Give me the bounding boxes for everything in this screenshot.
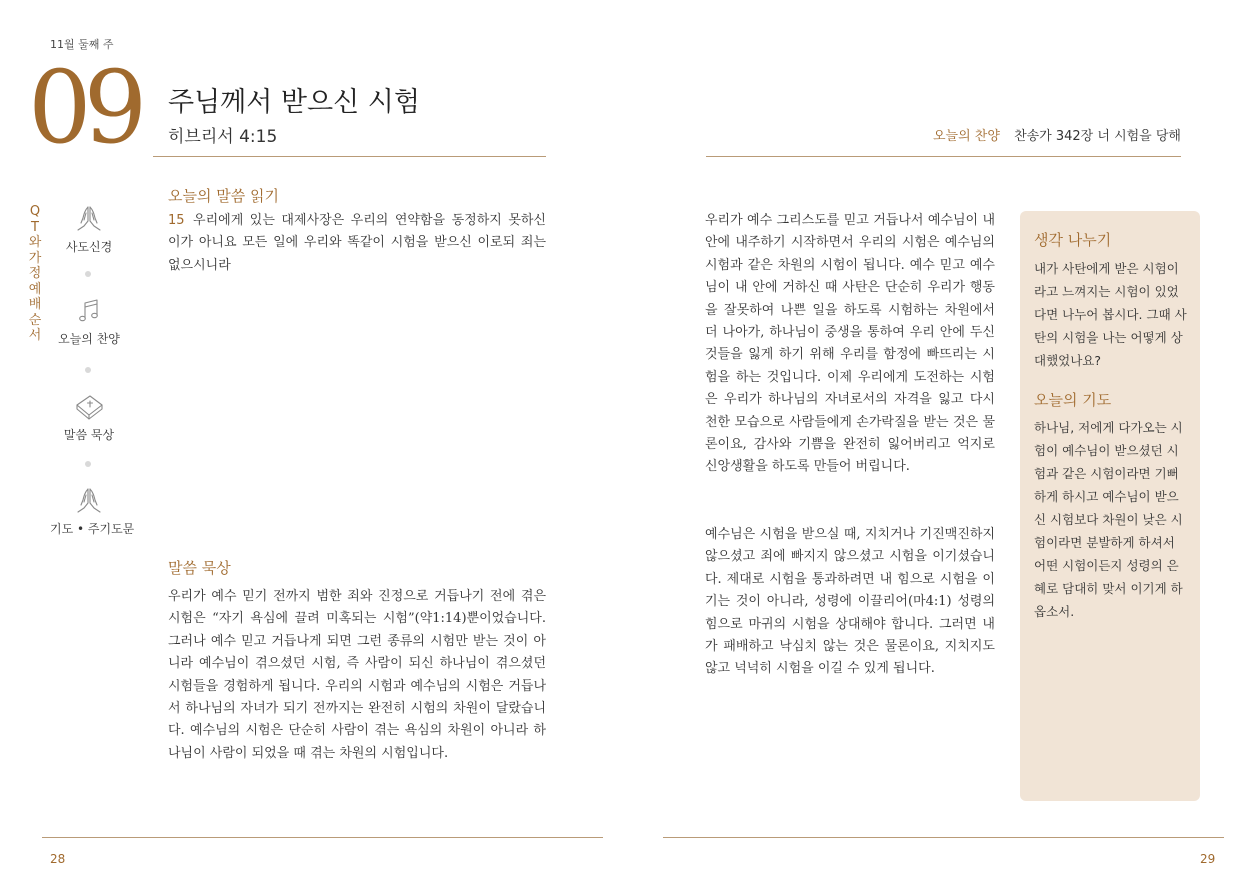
bible-icon [73,392,105,422]
step-todays-hymn [50,296,128,347]
prayer-text: 하나님, 저에게 다가오는 시험이 예수님이 받으셨던 시험과 같은 시험이라면 기뻐하게 하시고 예수님이 받으신 시험보다 차원이 낮은 시험이라면 분발하게 하셔서 어떤 시험이든지 성령의 은혜로 담대히 맞서 이기게 하옵소서. [1034,420,1183,619]
meditation-paragraph: 우리가 예수 그리스도를 믿고 거듭나서 예수님이 내 안에 내주하기 시작하면서 우리의 시험은 예수님의 시험과 같은 차원의 시험이 됩니다. 예수 믿고 예수님이 내 안에 거하신 때 사탄은 단순히 우리가 행동을 잘못하여 나쁜 일을 하도록 시험하는 차원에서 더 나아가, 하나님이 중생을 통하여 우리 안에 두신 것들을 잃게 하기 위해 우리를 함정에 빠뜨리는 시험을 하는 것입니다. 이제 우리에게 도전하는 시험은 우리가 하나님의 자녀로서의 자격을 잃고 다시 천한 모습으로 사람들에게 손가락질을 받는 것은 물론이요, 감사와 기쁨을 완전히 잃어버리고 억지로 신앙생활을 하도록 만들어 버립니다. [705,213,995,475]
hymn-title: 찬송가 342장 너 시험을 당해 [1014,129,1181,144]
verse-text: 우리에게 있는 대제사장은 우리의 연약함을 동정하지 못하신 이가 아니요 모든 일에 우리와 똑같이 시험을 받으신 이로되 죄는 없으시니라 [168,213,546,273]
meditation-heading: 말씀 묵상 [168,559,231,577]
reading-passage [168,210,546,277]
reading-heading: 오늘의 말씀 읽기 [168,187,279,205]
praying-hands-icon [74,204,104,234]
divider [42,837,603,838]
hymn-label: 오늘의 찬양 [932,129,1000,144]
step-label: 말씀 묵상 [63,428,115,442]
share-question: 내가 사탄에게 받은 시험이라고 느껴지는 시험이 있었다면 나누어 봅시다. 그때 사탄의 시험을 나는 어떻게 상대했었나요? [1034,261,1187,368]
share-heading: 생각 나누기 [1034,231,1112,249]
hymn-line [933,125,1181,144]
day-number: 09 [28,49,140,166]
step-separator-dot [85,367,91,373]
step-separator-dot [85,271,91,277]
verse-number: 15 [168,213,185,228]
reflection-box [1020,211,1200,801]
divider [663,837,1224,838]
order-vertical-label: QT와 가정예배 순서 [28,204,42,343]
step-label: 기도 • 주기도문 [50,522,135,536]
divider [153,156,546,157]
step-apostles-creed [50,204,128,255]
step-word-meditation [50,392,128,443]
step-label: 사도신경 [65,240,113,254]
step-prayer [50,486,135,537]
page-title: 주님께서 받으신 시험 [168,87,420,118]
week-label: 11월 둘째 주 [50,38,114,51]
divider [706,156,1181,157]
prayer-heading: 오늘의 기도 [1034,391,1112,409]
meditation-paragraph: 예수님은 시험을 받으실 때, 지치거나 기진맥진하지 않으셨고 죄에 빠지지 않으셨고 시험을 이기셨습니다. 제대로 시험을 통과하려면 내 힘으로 시험을 이기는 것이 아니라, 성령에 이끌리어(마4:1) 성령의 힘으로 마귀의 시험을 상대해야 합니다. 그러면 내가 패배하고 낙심치 않는 것은 물론이요, 지치지도 않고 넉넉히 시험을 이길 수 있게 됩니다. [705,527,995,677]
praying-hands-icon [74,486,104,516]
page-number-left: 28 [50,852,66,866]
meditation-text: 우리가 예수 믿기 전까지 범한 죄와 진정으로 거듭나기 전에 겪은 시험은 “자기 욕심에 끌려 미혹되는 시험”(약1:14)뿐이었습니다. 그러나 예수 믿고 거듭나게 되면 그런 종류의 시험만 받는 것이 아니라 예수님이 겪으셨던 시험, 즉 사람이 되신 하나님이 겪으셨던 시험들을 경험하게 됩니다. 우리의 시험과 예수님의 시험은 거듭나서 하나님의 자녀가 되기 전까지는 완전히 시험의 차원이 달랐습니다. 예수님의 시험은 단순히 사람이 겪는 욕심의 차원이 아니라 하나님이 사람이 되었을 때 겪는 차원의 시험입니다. [168,589,546,761]
step-separator-dot [85,461,91,467]
scripture-reference: 히브리서 4:15 [168,127,278,147]
step-label: 오늘의 찬양 [58,332,120,346]
music-note-icon [74,296,104,326]
page-number-right: 29 [1200,852,1216,866]
